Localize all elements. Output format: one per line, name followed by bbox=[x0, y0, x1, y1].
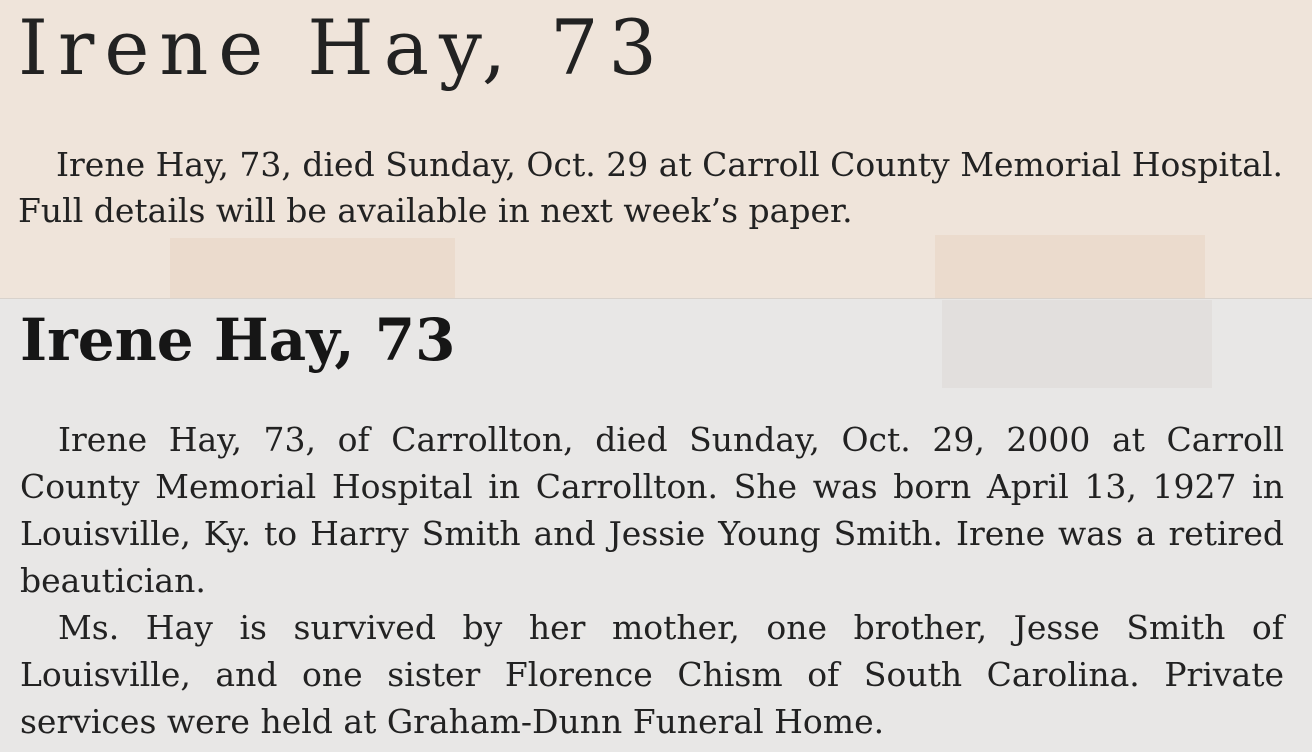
tape-strip bbox=[942, 300, 1212, 388]
obituary-paragraph: Irene Hay, 73, of Carrollton, died Sunday, Oct. 29, 2000 at Carroll County Memorial Hospital in Carrollton. She was born April 13, 1927 in Louisville, Ky. to Harry Smith and Jessie Young Smith. Irene was a retired beautician. bbox=[20, 420, 1284, 600]
tape-strip bbox=[170, 238, 455, 300]
top-notice-text: Irene Hay, 73, died Sunday, Oct. 29 at Carroll County Memorial Hospital. Full details will be available in next week’s paper. bbox=[18, 145, 1283, 230]
bottom-obituary-text bbox=[20, 416, 1284, 745]
top-obituary-clipping bbox=[0, 0, 1312, 298]
bottom-headline: Irene Hay, 73 bbox=[20, 306, 456, 374]
top-headline: Irene Hay, 73 bbox=[18, 3, 667, 92]
obituary-paragraph: Ms. Hay is survived by her mother, one brother, Jesse Smith of Louisville, and one sister Florence Chism of South Carolina. Private services were held at Graham-Dunn Funeral Home. bbox=[20, 608, 1284, 741]
tape-strip bbox=[935, 235, 1205, 303]
